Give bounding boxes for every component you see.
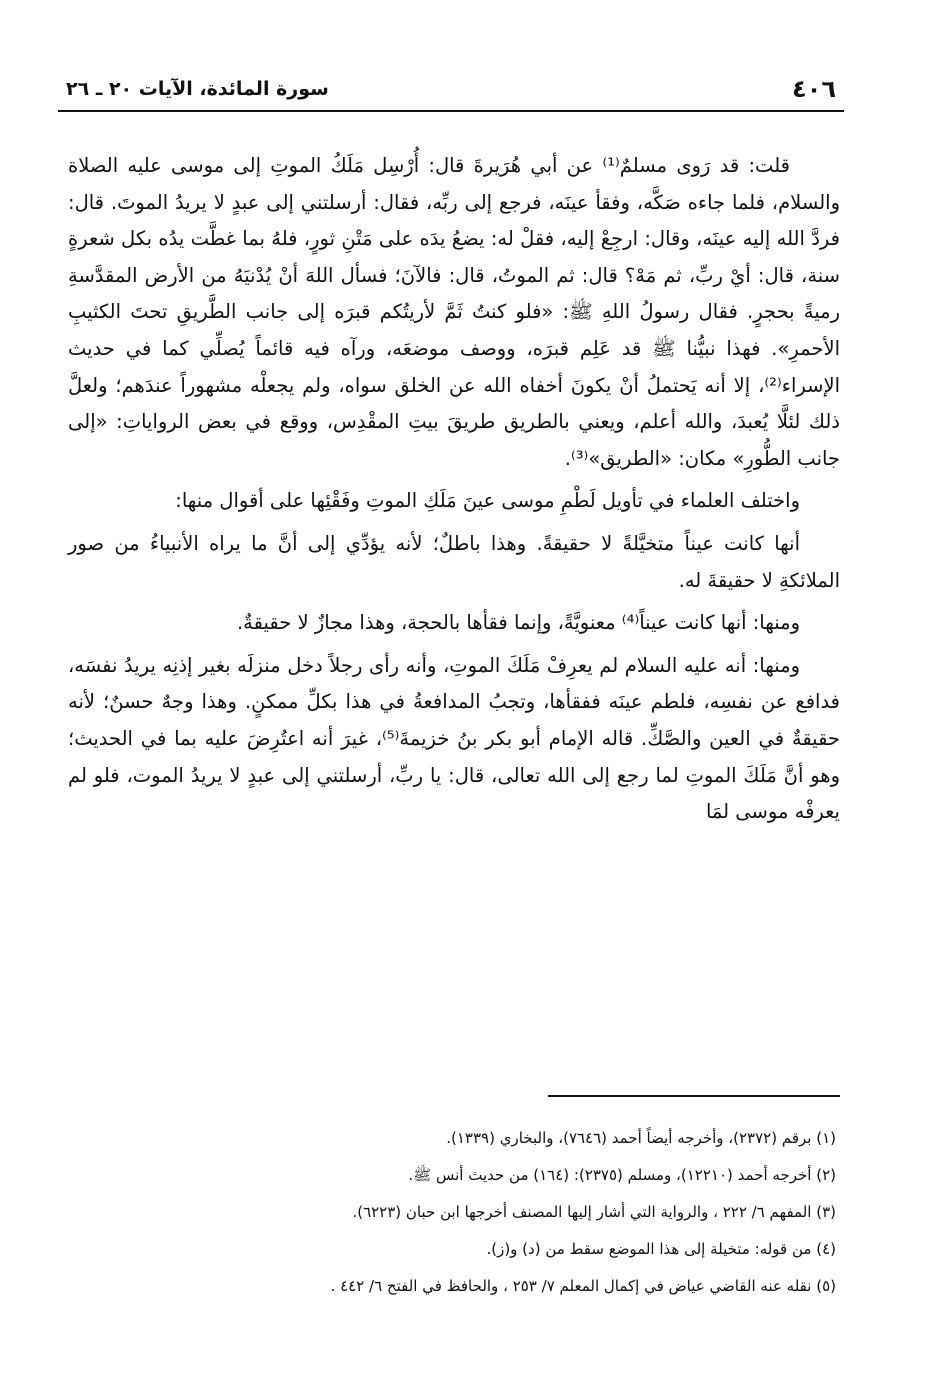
footnote-2: (٢) أخرجه أحمد (١٢٢١٠)، ومسلم (٢٣٧٥): (١٦٤) من حديث أنس ﷺ.: [408, 1166, 836, 1184]
main-text: [68, 148, 840, 831]
paragraph-scholars-differ: واختلف العلماء في تأويل لَطْمِ موسى عينَ مَلَكِ الموتِ وفَقْئِها على أقوال منها:: [175, 489, 800, 513]
header-divider: [58, 110, 844, 112]
paragraph-opinion-figurative: ومنها: أنها كانت عيناً⁽⁴⁾ معنويَّةً، وإنما فقأها بالحجة، وهذا مجازٌ لا حقيقةٌ.: [236, 611, 800, 635]
paragraph-opinion-imagined-eye: أنها كانت عيناً متخيَّلةً لا حقيقةً. وهذا باطلٌ؛ لأنه يؤدِّي إلى أنَّ ما يراه الأنبياءُ من صور الملائكةِ لا حقيقةَ له.: [68, 531, 840, 592]
footnote-5: (٥) نقله عنه القاضي عياض في إكمال المعلم ٧/ ٢٥٣ ، والحافظ في الفتح ٦/ ٤٤٢ .: [330, 1277, 836, 1295]
running-title: سورة المائدة، الآيات ٢٠ ـ ٢٦: [66, 78, 329, 100]
page-header: [66, 74, 836, 104]
footnote-4: (٤) من قوله: متخيلة إلى هذا الموضع سقط من (د) و(ز).: [486, 1240, 836, 1258]
footnote-1: (١) برقم (٢٣٧٢)، وأخرجه أيضاً أحمد (٧٦٤٦)، والبخاري (١٣٣٩).: [446, 1129, 836, 1147]
paragraph-opinion-self-defense: ومنها: أنه عليه السلام لم يعرِفْ مَلَكَ الموتِ، وأنه رأى رجلاً دخل منزلَه بغير إذنِه يريدُ نفسَه، فدافع عن نفسِه، فلطم عينَه ففقأها، وتجبُ المدافعةُ في هذا بكلِّ ممكنٍ. وهذا وجهٌ حسنٌ؛ لأنه حقيقةٌ في العين والصَّكِّ. قاله الإمام أبو بكر بنُ خزيمةَ⁽⁵⁾، غيرَ أنه اعتُرِضَ عليه بما في الحديث؛ وهو أنَّ مَلَكَ الموتِ لما رجع إلى الله تعالى، قال: يا ربِّ، أرسلتني إلى عبدٍ لا يريدُ الموت، فلو لم يعرفْه موسى لمَا: [68, 653, 840, 824]
footnote-divider: [548, 1095, 840, 1097]
footnote-3: (٣) المفهم ٦/ ٢٢٢ ، والرواية التي أشار إليها المصنف أخرجها ابن حبان (٦٢٢٣).: [352, 1203, 836, 1221]
page-number: ٤٠٦: [792, 75, 836, 103]
footnotes: [80, 1120, 840, 1305]
paragraph-hadith: قلت: قد رَوى مسلمٌ⁽¹⁾ عن أبي هُرَيرةَ قال: أُرْسِل مَلَكُ الموتِ إلى موسى عليه الصلاة والسلام، فلما جاءه صَكَّه، وفقأ عينَه، فرجع إلى ربِّه، فقال: أرسلتني إلى عبدٍ لا يريدُ الموتَ. قال: فردَّ الله إليه عينَه، وقال: ارجِعْ إليه، فقلْ له: يضعُ يدَه على مَتْنِ ثورٍ، فلهُ بما غطَّت يدُه بكل شعرةٍ سنة، قال: أيْ ربِّ، ثم مَهْ؟ قال: ثم الموتُ، قال: فالآنَ؛ فسأل اللهَ أنْ يُدْنيَهُ من الأرض المقدَّسةِ رميةً بحجرٍ. فقال رسولُ اللهِ ﷺ: «فلو كنتُ ثَمَّ لأريتُكم قبرَه إلى جانب الطَّريقِ تحتَ الكثيبِ الأحمرِ». فهذا نبيُّنا ﷺ قد عَلِم قبرَه، ووصف موضعَه، ورآه فيه قائماً يُصلِّي كما في حديث الإسراء⁽²⁾، إلا أنه يَحتملُ أنْ يكونَ أخفاه الله عن الخلق سواه، ولم يجعلْه مشهوراً عندَهم؛ ولعلَّ ذلك لئلَّا يُعبدَ، والله أعلم، ويعني بالطريق طريقَ بيتِ المقْدِس، ووقع في بعض الرواياتِ: «إلى جانب الطُّورِ» مكان: «الطريق»⁽³⁾.: [68, 154, 840, 470]
